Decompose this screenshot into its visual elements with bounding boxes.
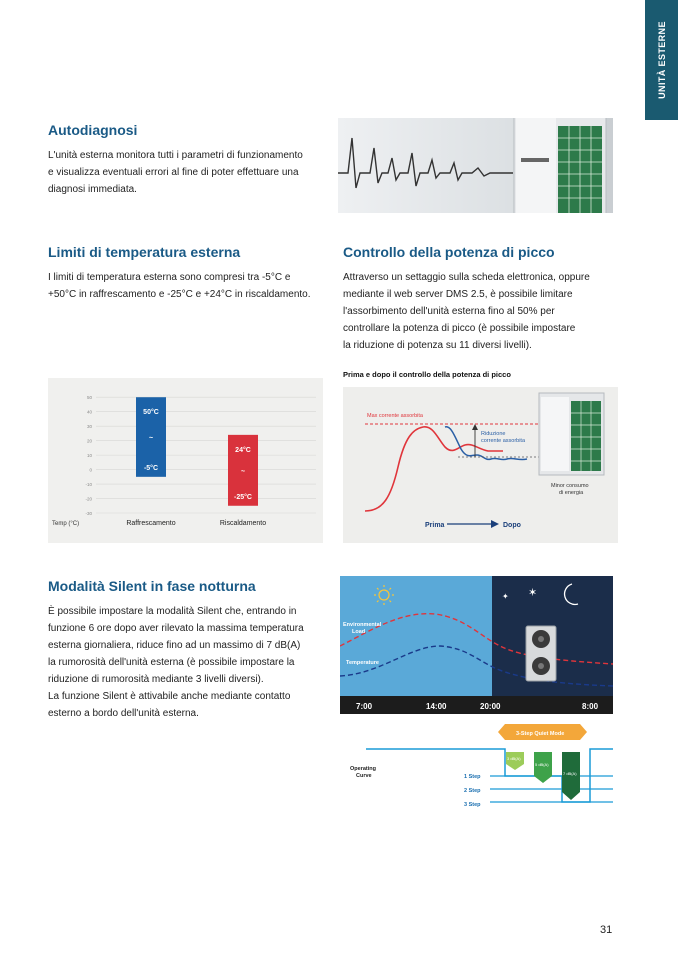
temperature-label: Temperature [346, 660, 379, 666]
text-line: esterna giornaliera, riduce fino ad un massimo di 7 dB(A) [48, 640, 301, 651]
time-bar [340, 696, 613, 714]
y-tick-label: 40 [86, 409, 92, 415]
bar-bottom-label: -25°C [234, 493, 252, 501]
peak-power-svg [343, 387, 618, 543]
text-line: L'unità esterna monitora tutti i parametri di funzionamento [48, 150, 303, 161]
bar-top-label: 50°C [143, 409, 159, 417]
text-line: diagnosi immediata. [48, 184, 137, 195]
potenza-text [343, 269, 633, 354]
minor-consumption-label: Minor consumo [551, 483, 589, 489]
text-line: controllare la potenza di picco (è possibile impostare [343, 323, 576, 334]
star-icon: ✦ [502, 592, 509, 601]
text-line: +50°C in raffrescamento e -25°C e +24°C in riscaldamento. [48, 289, 311, 300]
y-axis-label: Temp (°C) [52, 521, 80, 527]
operating-curve-label: Operating [350, 766, 376, 772]
temperature-range-chart [48, 378, 323, 543]
text-line: l'assorbimento dell'unità esterna fino al 50% per [343, 306, 555, 317]
text-line: La funzione Silent è attivabile anche mediante contatto [48, 691, 291, 702]
environmental-load-label-2: Load [352, 629, 366, 635]
db-label: 7 dB(A) [563, 771, 577, 776]
category-label: Riscaldamento [219, 520, 267, 527]
heartbeat-illustration [338, 118, 613, 213]
y-tick-label: -20 [85, 496, 92, 502]
limiti-text [48, 269, 338, 303]
text-line: e visualizza eventuali errori al fine di poter effettuare una [48, 167, 299, 178]
section-side-tab [645, 0, 678, 120]
y-tick-label: -10 [85, 482, 92, 488]
text-line: esterno a bordo dell'unità esterna. [48, 708, 199, 719]
minor-consumption-label-2: di energia [559, 490, 584, 496]
silent-mode-svg [340, 576, 613, 816]
y-tick-label: -30 [85, 511, 92, 516]
max-current-label: Max corrente assorbita [367, 413, 423, 419]
potenza-heading: Controllo della potenza di picco [343, 244, 555, 260]
text-line: funzione 6 ore dopo aver rilevato la massima temperatura [48, 623, 304, 634]
step-label: 2 Step [464, 788, 481, 794]
db-arrow-7 [562, 752, 580, 800]
after-label: Dopo [503, 522, 521, 529]
limiti-heading: Limiti di temperatura esterna [48, 244, 241, 260]
silent-text [48, 603, 338, 722]
y-tick-label: 10 [86, 453, 92, 459]
star-icon: ✶ [528, 586, 538, 599]
bar-separator: ~ [148, 435, 154, 443]
y-tick-label: 0 [89, 467, 92, 473]
time-label: 7:00 [356, 702, 373, 711]
side-tab-label: UNITÀ ESTERNE [656, 21, 667, 99]
bar-top-label: 24°C [235, 446, 251, 454]
db-arrow-5 [534, 752, 552, 783]
y-tick-label: 30 [86, 424, 92, 430]
text-line: mediante il web server DMS 2.5, è possibile limitare [343, 289, 573, 300]
outdoor-unit-icon [526, 626, 556, 681]
db-label: 5 dB(A) [535, 762, 549, 767]
temperature-range-svg [48, 378, 323, 543]
text-line: riduzione di rumorosità mediante 3 livelli diversi). [48, 674, 264, 685]
peak-power-chart [343, 387, 618, 543]
day-sky [340, 576, 492, 696]
quiet-mode-label: 3-Step Quiet Mode [516, 731, 565, 737]
bar-separator: ~ [240, 468, 246, 476]
before-label: Prima [425, 522, 445, 529]
time-label: 8:00 [582, 702, 599, 711]
autodiagnosi-heading: Autodiagnosi [48, 122, 138, 138]
time-label: 20:00 [480, 702, 501, 711]
bar-bottom-label: -5°C [143, 464, 159, 472]
autodiagnosi-image [338, 118, 613, 213]
environmental-load-label: Environmental [343, 622, 382, 628]
reduction-label-2: corrente assorbita [481, 438, 526, 444]
time-label: 14:00 [426, 702, 447, 711]
step-label: 3 Step [464, 802, 481, 808]
operating-curve-label-2: Curve [356, 773, 372, 779]
text-line: È possibile impostare la modalità Silent che, entrando in [48, 606, 297, 617]
autodiagnosi-text [48, 147, 338, 198]
y-tick-label: 20 [86, 438, 92, 444]
text-line: Attraverso un settaggio sulla scheda elettronica, oppure [343, 272, 590, 283]
text-line: I limiti di temperatura esterna sono compresi tra -5°C e [48, 272, 291, 283]
db-label: 3 dB(A) [507, 756, 521, 761]
page-number: 31 [600, 924, 613, 936]
db-arrow-3 [506, 752, 524, 770]
category-label: Raffrescamento [126, 520, 176, 527]
reduction-label: Riduzione [481, 431, 506, 437]
silent-heading: Modalità Silent in fase notturna [48, 578, 256, 594]
text-line: la rumorosità dell'unità esterna (è possibile impostare la [48, 657, 295, 668]
step-label: 1 Step [464, 774, 481, 780]
y-tick-label: 50 [86, 395, 92, 401]
peak-chart-caption: Prima e dopo il controllo della potenza di picco [343, 370, 511, 379]
silent-mode-diagram [340, 576, 613, 816]
outdoor-unit-icon [539, 393, 604, 475]
text-line: la riduzione di potenza su 11 diversi livelli). [343, 340, 532, 351]
outdoor-unit-icon [514, 118, 606, 213]
